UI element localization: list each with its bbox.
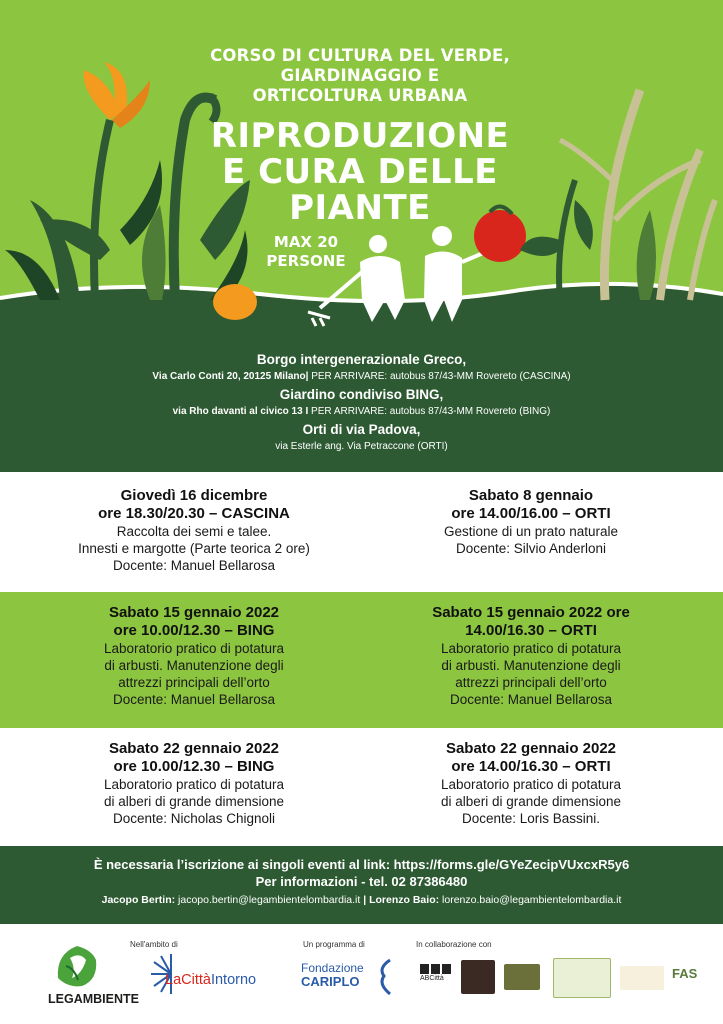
events-row-2 [0, 592, 723, 728]
location-item [0, 385, 723, 420]
registration-footer [0, 846, 723, 924]
event-teacher: Docente: Silvio Anderloni [455, 541, 607, 556]
event-teacher: Docente: Loris Bassini. [461, 811, 601, 826]
event-time-location: 14.00/16.30 – ORTI [465, 622, 597, 639]
intorno-word: Intorno [210, 972, 257, 988]
partner-logo-3 [504, 964, 540, 990]
capacity-note [246, 233, 366, 271]
event-description: attrezzi principali dell’orto [118, 675, 270, 690]
event-description: di arbusti. Manutenzione degli [441, 658, 621, 673]
cariplo-word: CARIPLO [301, 974, 360, 989]
caption-collab: In collaborazione con [416, 940, 492, 949]
course-subtitle [150, 46, 570, 106]
legambiente-logo-icon [52, 944, 102, 990]
location-item [0, 420, 723, 455]
event-teacher: Docente: Nicholas Chignoli [112, 811, 276, 826]
title-line: RIPRODUZIONE [210, 116, 510, 156]
event-time-location: ore 14.00/16.00 – ORTI [451, 505, 611, 522]
contact-email[interactable]: jacopo.bertin@legambientelombardia.it [175, 894, 364, 906]
lacitta-word: LaCittà [165, 972, 211, 988]
legambiente-logo-text: LEGAMBIENTE [48, 992, 139, 1006]
header-banner [0, 0, 723, 338]
event-description: attrezzi principali dell’orto [455, 675, 607, 690]
event-card [29, 604, 359, 708]
event-description: Raccolta dei semi e talee. [116, 524, 272, 539]
caption-programma: Un programma di [303, 940, 365, 949]
contact-separator: | [363, 894, 367, 906]
event-card [366, 740, 696, 827]
event-time-location: ore 10.00/12.30 – BING [113, 758, 275, 775]
fas-logo-text: FAS [672, 966, 698, 981]
location-item [0, 350, 723, 385]
event-description: Laboratorio pratico di potatura [103, 777, 285, 792]
title-line: PIANTE [289, 188, 431, 228]
contacts [0, 892, 723, 909]
event-date: Sabato 22 gennaio 2022 [108, 740, 280, 757]
partner-logo-5 [620, 966, 664, 990]
cariplo-logo-text [301, 962, 364, 989]
subtitle-line: CORSO DI CULTURA DEL VERDE, [210, 46, 510, 65]
contact-name: Lorenzo Baio: [366, 894, 440, 906]
event-description: Innesti e margotte (Parte teorica 2 ore) [78, 541, 310, 556]
event-card [366, 604, 696, 708]
capacity-line: MAX 20 [273, 233, 339, 251]
capacity-line: PERSONE [266, 252, 346, 270]
event-date: Sabato 15 gennaio 2022 [108, 604, 280, 621]
event-description: Laboratorio pratico di potatura [440, 641, 622, 656]
event-card [29, 740, 359, 827]
event-date: Sabato 8 gennaio [468, 487, 594, 504]
event-description: di arbusti. Manutenzione degli [104, 658, 284, 673]
info-phone: Per informazioni - tel. 02 87386480 [255, 874, 468, 889]
location-address: via Esterle ang. Via Petraccone (ORTI) [275, 441, 448, 452]
contact-name: Jacopo Bertin: [101, 894, 176, 906]
event-card [366, 487, 696, 557]
contact-email[interactable]: lorenzo.baio@legambientelombardia.it [439, 894, 622, 906]
partner-logo-2 [461, 960, 495, 994]
event-description: di alberi di grande dimensione [103, 794, 285, 809]
event-time-location: ore 10.00/12.30 – BING [113, 622, 275, 639]
event-time-location: ore 18.30/20.30 – CASCINA [98, 505, 290, 522]
abcitta-logo [420, 964, 454, 986]
event-date: Sabato 22 gennaio 2022 [445, 740, 617, 757]
event-teacher: Docente: Manuel Bellarosa [112, 692, 276, 707]
event-time-location: ore 14.00/16.30 – ORTI [451, 758, 611, 775]
event-teacher: Docente: Manuel Bellarosa [112, 558, 276, 573]
event-description: Laboratorio pratico di potatura [103, 641, 285, 656]
fondazione-word: Fondazione [301, 961, 364, 975]
location-name: Orti di via Padova, [302, 422, 421, 437]
event-description: Gestione di un prato naturale [443, 524, 619, 539]
subtitle-line: GIARDINAGGIO E [280, 66, 440, 85]
title-line: E CURA DELLE [222, 152, 498, 192]
location-name: Borgo intergenerazionale Greco, [256, 352, 467, 367]
event-card [29, 487, 359, 574]
registration-link[interactable]: È necessaria l’iscrizione ai singoli eventi al link: https://forms.gle/GYeZecipVUxcxR5y6 [93, 857, 630, 872]
location-address: Via Carlo Conti 20, 20125 Milano| PER ARRIVARE: autobus 87/43-MM Rovereto (CASCINA) [152, 371, 571, 382]
events-row-3 [0, 728, 723, 846]
cariplo-mark-icon [376, 958, 394, 996]
event-teacher: Docente: Manuel Bellarosa [449, 692, 613, 707]
locations-section [0, 338, 723, 472]
event-date: Giovedì 16 dicembre [120, 487, 268, 504]
orti-via-padova-logo [553, 958, 611, 998]
lacittaintorno-logo-text [165, 972, 256, 988]
location-address: via Rho davanti al civico 13 I PER ARRIVARE: autobus 87/43-MM Rovereto (BING) [172, 406, 551, 417]
event-date: Sabato 15 gennaio 2022 ore [432, 604, 630, 621]
abcitta-text: ABCittà [420, 975, 444, 982]
event-description: di alberi di grande dimensione [440, 794, 622, 809]
events-row-1 [0, 472, 723, 592]
event-description: Laboratorio pratico di potatura [440, 777, 622, 792]
caption-ambito: Nell'ambito di [130, 940, 178, 949]
course-title [150, 118, 570, 226]
subtitle-line: ORTICOLTURA URBANA [252, 86, 468, 105]
location-name: Giardino condiviso BING, [279, 387, 444, 402]
